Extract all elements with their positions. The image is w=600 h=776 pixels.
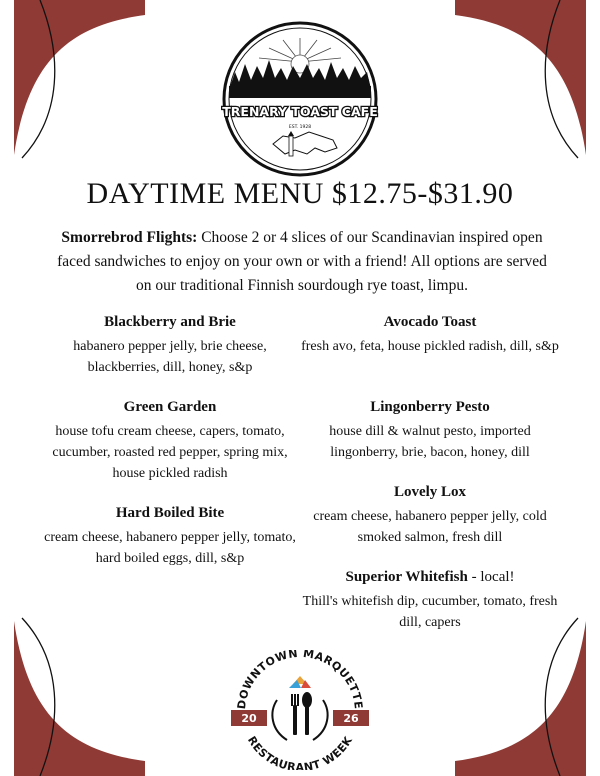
corner-decoration-bottom-right	[450, 616, 600, 776]
intro-text: Choose 2 or 4 slices of our Scandinavian inspired open faced sandwiches to enjoy on your own or with a friend! All options are served on our traditional Finnish sourdough rye toast, limpu.	[57, 229, 547, 294]
menu-item-name: Hard Boiled Bite	[115, 505, 225, 521]
menu-item-desc: Thill's whitefish dip, cucumber, tomato, fresh dill, capers	[302, 594, 558, 630]
restaurant-week-badge	[227, 650, 373, 770]
menu-item-desc: habanero pepper jelly, brie cheese, blackberries, dill, honey, s&p	[73, 339, 267, 375]
menu-item-superior-whitefish	[290, 567, 570, 633]
est-label: EST. 1928	[288, 125, 312, 130]
menu-item-hard-boiled-bite	[40, 503, 300, 569]
cafe-name: TRENARY TOAST CAFE	[222, 104, 378, 119]
corner-decoration-bottom-left	[0, 616, 150, 776]
menu-item-desc: cream cheese, habanero pepper jelly, tomato, hard boiled eggs, dill, s&p	[44, 530, 296, 566]
badge-bottom-text: RESTAURANT WEEK	[244, 734, 356, 770]
menu-item-name: Avocado Toast	[383, 314, 477, 330]
menu-item-desc: house tofu cream cheese, capers, tomato, cucumber, roasted red pepper, spring mix, house pickled radish	[52, 424, 288, 481]
menu-item-desc: house dill & walnut pesto, imported lingonberry, brie, bacon, honey, dill	[329, 424, 531, 460]
badge-year-right: 26	[343, 712, 359, 725]
menu-item-name: Blackberry and Brie	[104, 314, 236, 330]
menu-item-name: Green Garden	[123, 399, 217, 415]
menu-item-avocado-toast	[300, 312, 560, 357]
menu-item-name: Lovely Lox	[393, 484, 467, 500]
menu-title: DAYTIME MENU $12.75-$31.90	[86, 177, 514, 210]
menu-item-blackberry-brie	[40, 312, 300, 378]
cafe-logo	[221, 20, 379, 178]
menu-item-name: Lingonberry Pesto	[370, 399, 490, 415]
badge-year-left: 20	[241, 712, 257, 725]
badge-top-text: DOWNTOWN MARQUETTE	[234, 650, 366, 710]
menu-item-desc: cream cheese, habanero pepper jelly, cold smoked salmon, fresh dill	[313, 509, 547, 545]
menu-item-desc: fresh avo, feta, house pickled radish, dill, s&p	[301, 339, 559, 354]
svg-text:RESTAURANT WEEK	[245, 734, 355, 770]
intro-lead: Smorrebrod Flights:	[61, 229, 198, 246]
menu-item-lingonberry-pesto	[300, 397, 560, 463]
menu-item-green-garden	[40, 397, 300, 484]
intro-paragraph	[52, 226, 552, 298]
menu-item-lovely-lox	[300, 482, 560, 548]
corner-decoration-top-left	[0, 0, 150, 160]
menu-item-name: Superior Whitefish - local!	[345, 569, 515, 585]
corner-decoration-top-right	[450, 0, 600, 160]
